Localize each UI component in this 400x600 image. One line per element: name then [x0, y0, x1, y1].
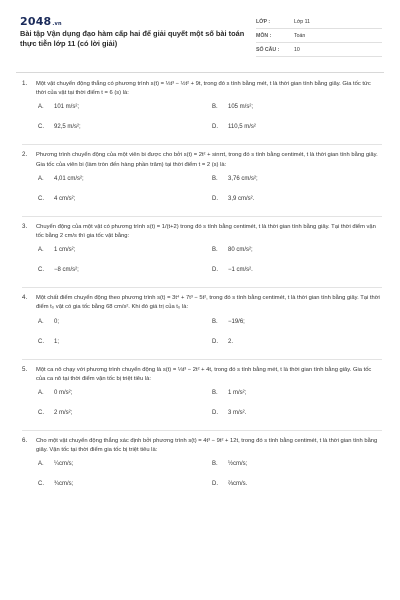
- option-text: 105 m/s²;: [228, 104, 254, 111]
- logo-suffix: .vn: [52, 21, 62, 27]
- info-value: Toán: [294, 32, 306, 39]
- answer-options: [36, 319, 382, 359]
- info-row-class: [256, 15, 382, 29]
- question-2: [22, 151, 382, 216]
- option-a[interactable]: [38, 104, 79, 110]
- option-text: 0;: [54, 318, 60, 325]
- info-value: 10: [294, 46, 300, 53]
- question-5: [22, 366, 382, 431]
- option-letter: C.: [38, 124, 44, 131]
- option-d[interactable]: [212, 481, 247, 487]
- option-text: 2.: [228, 338, 234, 345]
- option-letter: B.: [212, 175, 218, 182]
- info-label: SỐ CÂU :: [256, 46, 280, 53]
- question-number: 3.: [22, 222, 28, 230]
- option-letter: C.: [38, 481, 44, 488]
- option-c[interactable]: [38, 196, 75, 202]
- info-row-count: [256, 43, 382, 57]
- option-text: ¾cm/s;: [54, 481, 74, 488]
- site-logo[interactable]: [20, 15, 62, 28]
- question-number: 1.: [22, 80, 28, 87]
- question-3: [22, 223, 382, 288]
- option-text: 4,01 cm/s²;: [54, 175, 84, 182]
- question-4: [22, 294, 382, 359]
- option-d[interactable]: [212, 196, 254, 202]
- option-letter: A.: [38, 461, 44, 468]
- option-letter: D.: [212, 267, 218, 274]
- question-separator: [22, 144, 382, 145]
- option-letter: D.: [212, 195, 218, 202]
- option-text: −1 cm/s².: [228, 267, 253, 274]
- option-d[interactable]: [212, 124, 256, 130]
- question-text: Một ca nô chạy với phương trình chuyển động là s(t) = ⅓t³ − 2t² + 4t, trong đó s tính bằng mét, t là thời gian tính bằng giây. Gia tốc của ca nô tại thời điểm vận tốc bị triệt tiêu là:: [36, 366, 372, 382]
- option-a[interactable]: [38, 390, 72, 396]
- option-c[interactable]: [38, 124, 81, 130]
- question-number: 6.: [22, 437, 28, 445]
- option-b[interactable]: [212, 461, 247, 467]
- answer-options: [36, 104, 382, 144]
- question-text: Cho một vật chuyển động thẳng xác định bởi phương trình s(t) = 4t³ − 9t² + 12t, trong đó s tính bằng centimét, t là thời gian tính bằng giây. Vận tốc tại thời điểm gia tốc bị triệt tiêu là:: [36, 438, 378, 454]
- question-text: Một vật chuyển động thẳng có phương trình s(t) = ⅓t³ − ½t² + 9t, trong đó s tính bằng mét, t là thời gian tính bằng giây. Gia tốc tức thời của vật tại thời điểm t = 6 (s) là:: [36, 81, 371, 97]
- info-table: [256, 15, 382, 57]
- option-letter: B.: [212, 390, 218, 397]
- option-text: −8 cm/s²;: [54, 267, 79, 274]
- option-d[interactable]: [212, 339, 233, 345]
- question-text: Một chất điểm chuyển động theo phương trình s(t) = 3t⁴ + 7t³ − 5t², trong đó s tính bằng centimét, t là thời gian tính bằng giây. Tại thời điểm t₀ vật có gia tốc bằng 68 cm/s². Khi đó giá trị của t₀ là:: [36, 295, 380, 311]
- option-c[interactable]: [38, 410, 72, 416]
- option-letter: C.: [38, 410, 44, 417]
- option-a[interactable]: [38, 319, 59, 325]
- option-letter: A.: [38, 247, 44, 254]
- option-letter: D.: [212, 481, 218, 488]
- info-label: LỚP :: [256, 18, 271, 25]
- option-b[interactable]: [212, 247, 253, 253]
- option-text: 4 cm/s²;: [54, 195, 76, 202]
- option-letter: B.: [212, 247, 218, 254]
- document-title: Bài tập Vận dụng đạo hàm cấp hai để giải quyết một số bài toán thực tiễn lớp 11 (có lời giải): [20, 29, 245, 48]
- option-letter: B.: [212, 104, 218, 111]
- option-letter: A.: [38, 175, 44, 182]
- option-text: 92,5 m/s²;: [54, 124, 81, 131]
- option-text: 80 cm/s²;: [228, 247, 253, 254]
- option-b[interactable]: [212, 176, 258, 182]
- info-label: MÔN :: [256, 32, 272, 39]
- answer-options: [36, 176, 382, 216]
- question-separator: [22, 359, 382, 360]
- info-row-subject: [256, 29, 382, 43]
- option-text: 3 m/s².: [228, 410, 247, 417]
- option-a[interactable]: [38, 247, 75, 253]
- option-c[interactable]: [38, 339, 59, 345]
- option-letter: C.: [38, 195, 44, 202]
- answer-options: [36, 247, 382, 287]
- question-separator: [22, 287, 382, 288]
- option-text: 3,9 cm/s².: [228, 195, 255, 202]
- header-divider: [16, 72, 384, 73]
- option-letter: C.: [38, 267, 44, 274]
- question-list: [22, 80, 382, 501]
- option-letter: A.: [38, 390, 44, 397]
- option-text: 1 cm/s²;: [54, 247, 76, 254]
- option-letter: D.: [212, 124, 218, 131]
- option-letter: B.: [212, 318, 218, 325]
- option-c[interactable]: [38, 481, 73, 487]
- question-number: 5.: [22, 365, 28, 373]
- option-text: 0 m/s²;: [54, 390, 73, 397]
- option-text: 110,5 m/s²: [228, 124, 256, 131]
- question-number: 2.: [22, 151, 28, 159]
- option-text: ¼cm/s;: [54, 461, 74, 468]
- document-header: [20, 15, 382, 69]
- question-1: [22, 80, 382, 145]
- option-a[interactable]: [38, 461, 73, 467]
- option-text: ⅔cm/s.: [228, 481, 248, 488]
- option-text: 1;: [54, 338, 60, 345]
- option-d[interactable]: [212, 410, 246, 416]
- question-number: 4.: [22, 294, 28, 302]
- option-text: 1 m/s²;: [228, 390, 247, 397]
- option-text: 2 m/s²;: [54, 410, 73, 417]
- answer-options: [36, 390, 382, 430]
- option-letter: A.: [38, 318, 44, 325]
- option-letter: C.: [38, 338, 44, 345]
- option-b[interactable]: [212, 104, 253, 110]
- option-letter: A.: [38, 104, 44, 111]
- question-text: Chuyển động của một vật có phương trình s(t) = 1/(t+2) trong đó s tính bằng centimét, t là thời gian tính bằng giây. Tại thời điểm vận tốc bằng 2 cm/s thì gia tốc vật bằng:: [36, 223, 376, 240]
- answer-options: [36, 461, 382, 501]
- info-value: Lớp 11: [294, 18, 310, 25]
- option-d[interactable]: [212, 267, 253, 273]
- option-text: −19/6;: [228, 318, 245, 325]
- option-a[interactable]: [38, 176, 84, 182]
- logo-text: 2048: [20, 15, 52, 28]
- option-c[interactable]: [38, 267, 79, 273]
- option-b[interactable]: [212, 319, 245, 325]
- option-b[interactable]: [212, 390, 246, 396]
- question-separator: [22, 430, 382, 431]
- option-text: ½cm/s;: [228, 461, 248, 468]
- option-letter: B.: [212, 461, 218, 468]
- option-text: 101 m/s²;: [54, 104, 80, 111]
- option-letter: D.: [212, 410, 218, 417]
- option-text: 3,76 cm/s²;: [228, 175, 258, 182]
- question-text: Phương trình chuyển động của một viên bi được cho bởi s(t) = 2t² + sinπt, trong đó s tính bằng centimét, t là thời gian tính bằng giây. Gia tốc của viên bi (làm tròn đến hàng phần trăm) tại thời điểm t = 2 (s) là:: [36, 152, 378, 168]
- option-letter: D.: [212, 338, 218, 345]
- question-6: [22, 437, 382, 501]
- question-separator: [22, 216, 382, 217]
